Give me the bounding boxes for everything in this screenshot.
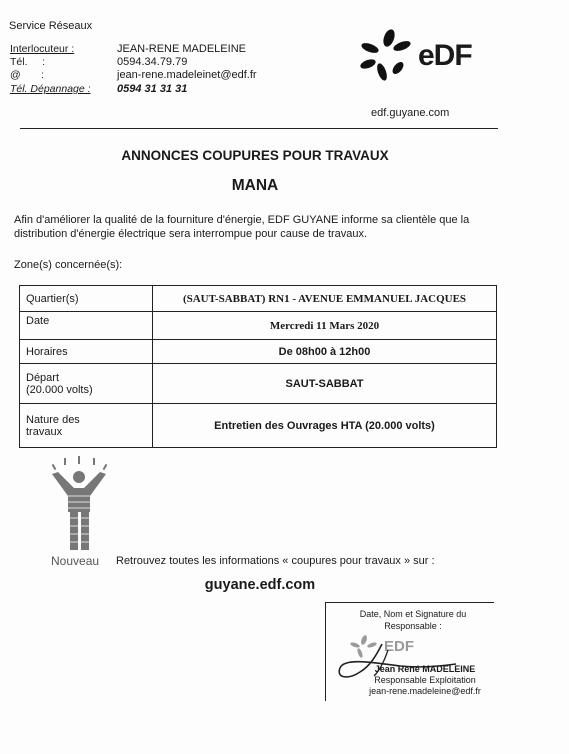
- nouveau-label: Nouveau: [51, 554, 100, 568]
- table-row: [20, 340, 497, 364]
- commune-title: MANA: [231, 177, 279, 194]
- zone-label: Zone(s) concernée(s):: [14, 259, 123, 271]
- intro-line-1: Afin d'améliorer la qualité de la fourniture d'énergie, EDF GUYANE informe sa clientèle que la: [14, 214, 470, 226]
- edf-logo-icon: [356, 26, 418, 86]
- stamp-logo-text: EDF: [384, 638, 414, 655]
- row-value: Mercredi 11 Mars 2020: [153, 312, 497, 340]
- email-value: jean-rene.madeleinet@edf.fr: [117, 69, 257, 81]
- signature-heading: [332, 608, 494, 632]
- service-label: Service Réseaux: [9, 20, 93, 32]
- website: edf.guyane.com: [371, 107, 450, 119]
- signature-heading-line-1: Date, Nom et Signature du: [359, 609, 467, 619]
- interlocuteur-label: Interlocuteur :: [10, 43, 75, 55]
- signature-name: Jean René MADELEINE: [374, 664, 476, 674]
- page-title: ANNONCES COUPURES POUR TRAVAUX: [121, 148, 389, 163]
- edf-logo: [356, 26, 496, 86]
- row-key: Date: [20, 312, 153, 340]
- depannage-value: 0594 31 31 31: [117, 83, 188, 95]
- tel-label: Tél. :: [10, 56, 46, 68]
- row-key: Nature des travaux: [20, 404, 153, 448]
- row-key: Quartier(s): [20, 286, 153, 312]
- table-row: [20, 404, 497, 448]
- table-row: [20, 286, 497, 312]
- row-value: Entretien des Ouvrages HTA (20.000 volts): [153, 404, 497, 448]
- signature-stamp: [360, 664, 490, 697]
- edf-logo-text: eDF: [418, 39, 472, 72]
- tel-value: 0594.34.79.79: [117, 56, 188, 68]
- nouveau-text: Retrouvez toutes les informations « coupures pour travaux » sur :: [116, 555, 435, 567]
- signature-role: Responsable Exploitation: [374, 675, 476, 685]
- website-link[interactable]: guyane.edf.com: [204, 577, 316, 593]
- table-row: [20, 364, 497, 404]
- row-value: (SAUT-SABBAT) RN1 - AVENUE EMMANUEL JACQUES: [153, 286, 497, 312]
- interlocuteur-value: JEAN-RENE MADELEINE: [117, 43, 246, 55]
- row-value: SAUT-SABBAT: [153, 364, 497, 404]
- row-value: De 08h00 à 12h00: [153, 340, 497, 364]
- signature-email: jean-rene.madeleine@edf.fr: [369, 686, 481, 696]
- nouveau-figure-icon: [44, 456, 116, 556]
- intro-line-2: distribution d'énergie électrique sera interrompue pour cause de travaux.: [14, 228, 368, 240]
- signature-heading-line-2: Responsable :: [384, 621, 442, 631]
- zone-table: [19, 285, 497, 448]
- row-key: Horaires: [20, 340, 153, 364]
- row-key: Départ (20.000 volts): [20, 364, 153, 404]
- header-divider: [20, 128, 498, 129]
- depannage-label: Tél. Dépannage :: [10, 83, 91, 95]
- table-row: [20, 312, 497, 340]
- email-label: @ :: [10, 69, 44, 81]
